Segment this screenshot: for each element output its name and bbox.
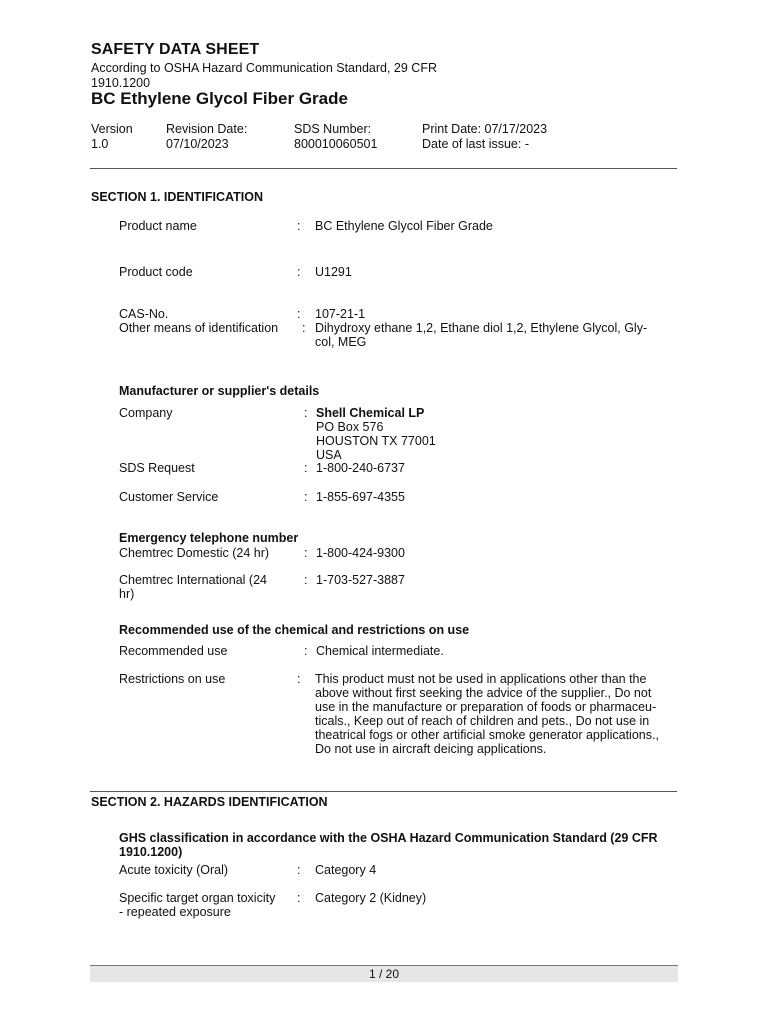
chemtrec-international-label-line-1: Chemtrec International (24 — [119, 573, 267, 587]
page-footer — [90, 965, 678, 982]
restrictions-line: This product must not be used in applications other than the — [315, 672, 647, 686]
company-address-1: PO Box 576 — [316, 420, 384, 434]
colon: : — [302, 321, 306, 335]
colon: : — [304, 546, 308, 560]
meta-revision-value: 07/10/2023 — [166, 136, 229, 151]
chemtrec-international-value: 1-703-527-3887 — [316, 573, 405, 587]
other-id-line-1: Dihydroxy ethane 1,2, Ethane diol 1,2, Ethylene Glycol, Gly- — [315, 321, 648, 335]
chemtrec-domestic-value: 1-800-424-9300 — [316, 546, 405, 560]
colon: : — [297, 863, 301, 877]
sds-request-label: SDS Request — [119, 461, 195, 475]
stot-value: Category 2 (Kidney) — [315, 891, 427, 905]
colon: : — [304, 644, 308, 658]
chemtrec-international-label — [119, 573, 294, 601]
regulation-subtitle — [91, 61, 471, 91]
subtitle-line-2: 1910.1200 — [91, 76, 151, 90]
ghs-heading-line-1: GHS classification in accordance with the OSHA Hazard Communication Standard (29 CFR — [119, 831, 658, 845]
restrictions-line: use in the manufacture or preparation of foods or pharmaceu- — [315, 700, 657, 714]
subtitle-line-1: According to OSHA Hazard Communication Standard, 29 CFR — [91, 61, 437, 75]
meta-sds-label: SDS Number: — [294, 122, 372, 136]
colon: : — [297, 672, 301, 686]
meta-version-label: Version — [91, 122, 133, 136]
colon: : — [304, 490, 308, 504]
chemtrec-domestic-label: Chemtrec Domestic (24 hr) — [119, 546, 270, 560]
product-title: BC Ethylene Glycol Fiber Grade — [91, 89, 348, 108]
recommended-use-value: Chemical intermediate. — [316, 644, 444, 658]
meta-version-value: 1.0 — [91, 136, 109, 151]
header-divider — [90, 168, 677, 169]
company-block — [316, 406, 676, 462]
meta-revision — [166, 122, 247, 151]
colon: : — [304, 461, 308, 475]
stot-label — [119, 891, 294, 919]
ghs-heading-line-2: 1910.1200) — [119, 845, 183, 859]
meta-sds-value: 800010060501 — [294, 136, 378, 151]
customer-service-label: Customer Service — [119, 490, 219, 504]
colon: : — [297, 307, 301, 321]
product-name-label: Product name — [119, 219, 197, 233]
chemtrec-international-label-line-2: hr) — [119, 587, 135, 601]
cas-value: 107-21-1 — [315, 307, 366, 321]
restrictions-label: Restrictions on use — [119, 672, 226, 686]
emergency-heading: Emergency telephone number — [119, 531, 299, 545]
colon: : — [304, 573, 308, 587]
company-name: Shell Chemical LP — [316, 406, 425, 420]
colon: : — [304, 406, 308, 420]
other-id-line-2: col, MEG — [315, 335, 367, 349]
sds-request-value: 1-800-240-6737 — [316, 461, 405, 475]
document-title: SAFETY DATA SHEET — [91, 41, 260, 58]
acute-toxicity-value: Category 4 — [315, 863, 377, 877]
section-2-heading: SECTION 2. HAZARDS IDENTIFICATION — [91, 795, 328, 809]
acute-toxicity-label: Acute toxicity (Oral) — [119, 863, 229, 877]
customer-service-value: 1-855-697-4355 — [316, 490, 405, 504]
section-1-heading: SECTION 1. IDENTIFICATION — [91, 190, 263, 204]
colon: : — [297, 265, 301, 279]
restrictions-line: theatrical fogs or other artificial smoke generator applications., — [315, 728, 659, 742]
section-divider — [90, 791, 677, 792]
company-address-3: USA — [316, 448, 342, 462]
meta-revision-label: Revision Date: — [166, 122, 248, 136]
company-address-2: HOUSTON TX 77001 — [316, 434, 436, 448]
colon: : — [297, 891, 301, 905]
other-id-value — [315, 321, 675, 349]
ghs-classification-heading — [119, 831, 679, 859]
meta-version — [91, 122, 133, 151]
manufacturer-heading: Manufacturer or supplier's details — [119, 384, 320, 398]
stot-label-line-1: Specific target organ toxicity — [119, 891, 276, 905]
meta-print-date-text: Print Date: 07/17/2023 — [422, 122, 548, 136]
meta-print-date — [422, 122, 547, 151]
other-id-label: Other means of identification — [119, 321, 279, 335]
recommended-use-heading: Recommended use of the chemical and restrictions on use — [119, 623, 470, 637]
restrictions-line: above without first seeking the advice of the supplier., Do not — [315, 686, 652, 700]
restrictions-value — [315, 672, 677, 756]
company-label: Company — [119, 406, 173, 420]
stot-label-line-2: - repeated exposure — [119, 905, 231, 919]
product-name-value: BC Ethylene Glycol Fiber Grade — [315, 219, 493, 233]
meta-sds-number — [294, 122, 377, 151]
product-code-label: Product code — [119, 265, 193, 279]
cas-label: CAS-No. — [119, 307, 169, 321]
recommended-use-label: Recommended use — [119, 644, 228, 658]
restrictions-line: ticals., Keep out of reach of children and pets., Do not use in — [315, 714, 650, 728]
page-number: 1 / 20 — [368, 967, 400, 981]
meta-last-issue-text: Date of last issue: - — [422, 136, 529, 151]
product-code-value: U1291 — [315, 265, 352, 279]
restrictions-line: Do not use in aircraft deicing applications. — [315, 742, 547, 756]
colon: : — [297, 219, 301, 233]
